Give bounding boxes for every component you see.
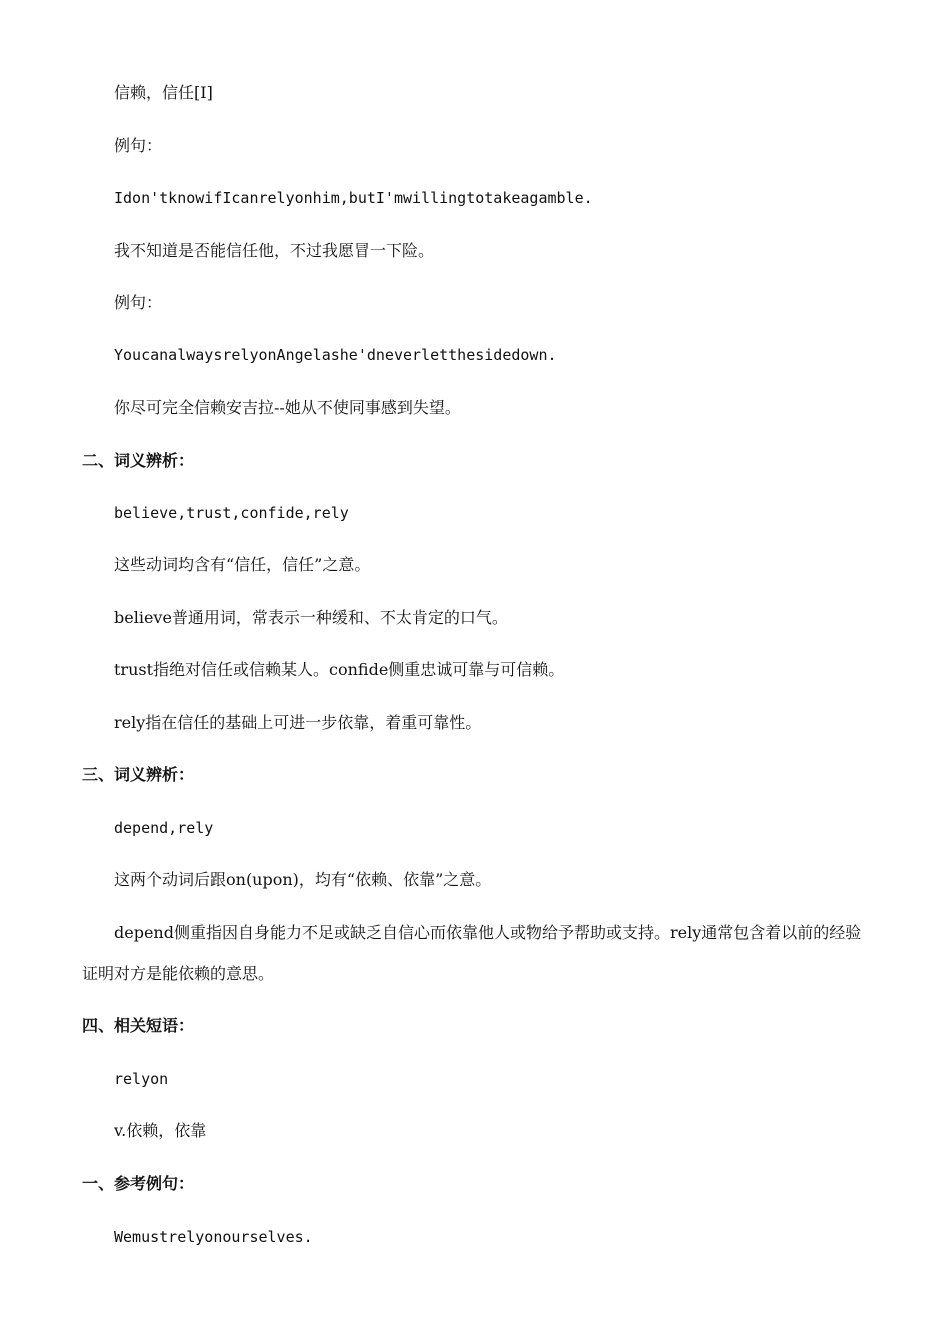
example-sentence-english: Wemustrelyonourselves. <box>114 1228 313 1246</box>
definition-line: 信赖，信任[I] <box>114 83 213 102</box>
paragraph: trust指绝对信任或信赖某人。confide侧重忠诚可靠与可信赖。 <box>114 660 565 679</box>
example-label: 例句： <box>114 136 163 155</box>
example-sentence-english: Idon'tknowifIcanrelyonhim,butI'mwillingtotakeagamble. <box>114 189 593 207</box>
example-sentence-chinese: 我不知道是否能信任他，不过我愿冒一下险。 <box>114 241 435 260</box>
synonym-words: believe,trust,confide,rely <box>114 504 349 522</box>
section-heading-examples: 一、参考例句： <box>82 1174 195 1193</box>
section-heading-synonyms: 二、词义辨析： <box>82 451 195 470</box>
phrase-meaning: v.依赖，依靠 <box>114 1121 207 1140</box>
paragraph: 这两个动词后跟on(upon)，均有“依赖、依靠”之意。 <box>114 870 492 889</box>
example-sentence-english: YoucanalwaysrelyonAngelashe'dneverletthesidedown. <box>114 346 557 364</box>
phrase-term: relyon <box>114 1070 169 1088</box>
paragraph: believe普通用词，常表示一种缓和、不太肯定的口气。 <box>114 608 508 627</box>
paragraph: 这些动词均含有“信任，信任”之意。 <box>114 555 371 574</box>
section-heading-phrases: 四、相关短语： <box>82 1016 195 1035</box>
paragraph: rely指在信任的基础上可进一步依靠，着重可靠性。 <box>114 713 482 732</box>
paragraph-wrapped: depend侧重指因自身能力不足或缺乏自信心而依靠他人或物给予帮助或支持。rely通常包含着以前的经验证明对方是能依赖的意思。 <box>82 923 862 983</box>
example-label: 例句： <box>114 293 163 312</box>
section-heading-synonyms-2: 三、词义辨析： <box>82 765 195 784</box>
example-sentence-chinese: 你尽可完全信赖安吉拉--她从不使同事感到失望。 <box>114 398 461 417</box>
synonym-words: depend,rely <box>114 819 214 837</box>
